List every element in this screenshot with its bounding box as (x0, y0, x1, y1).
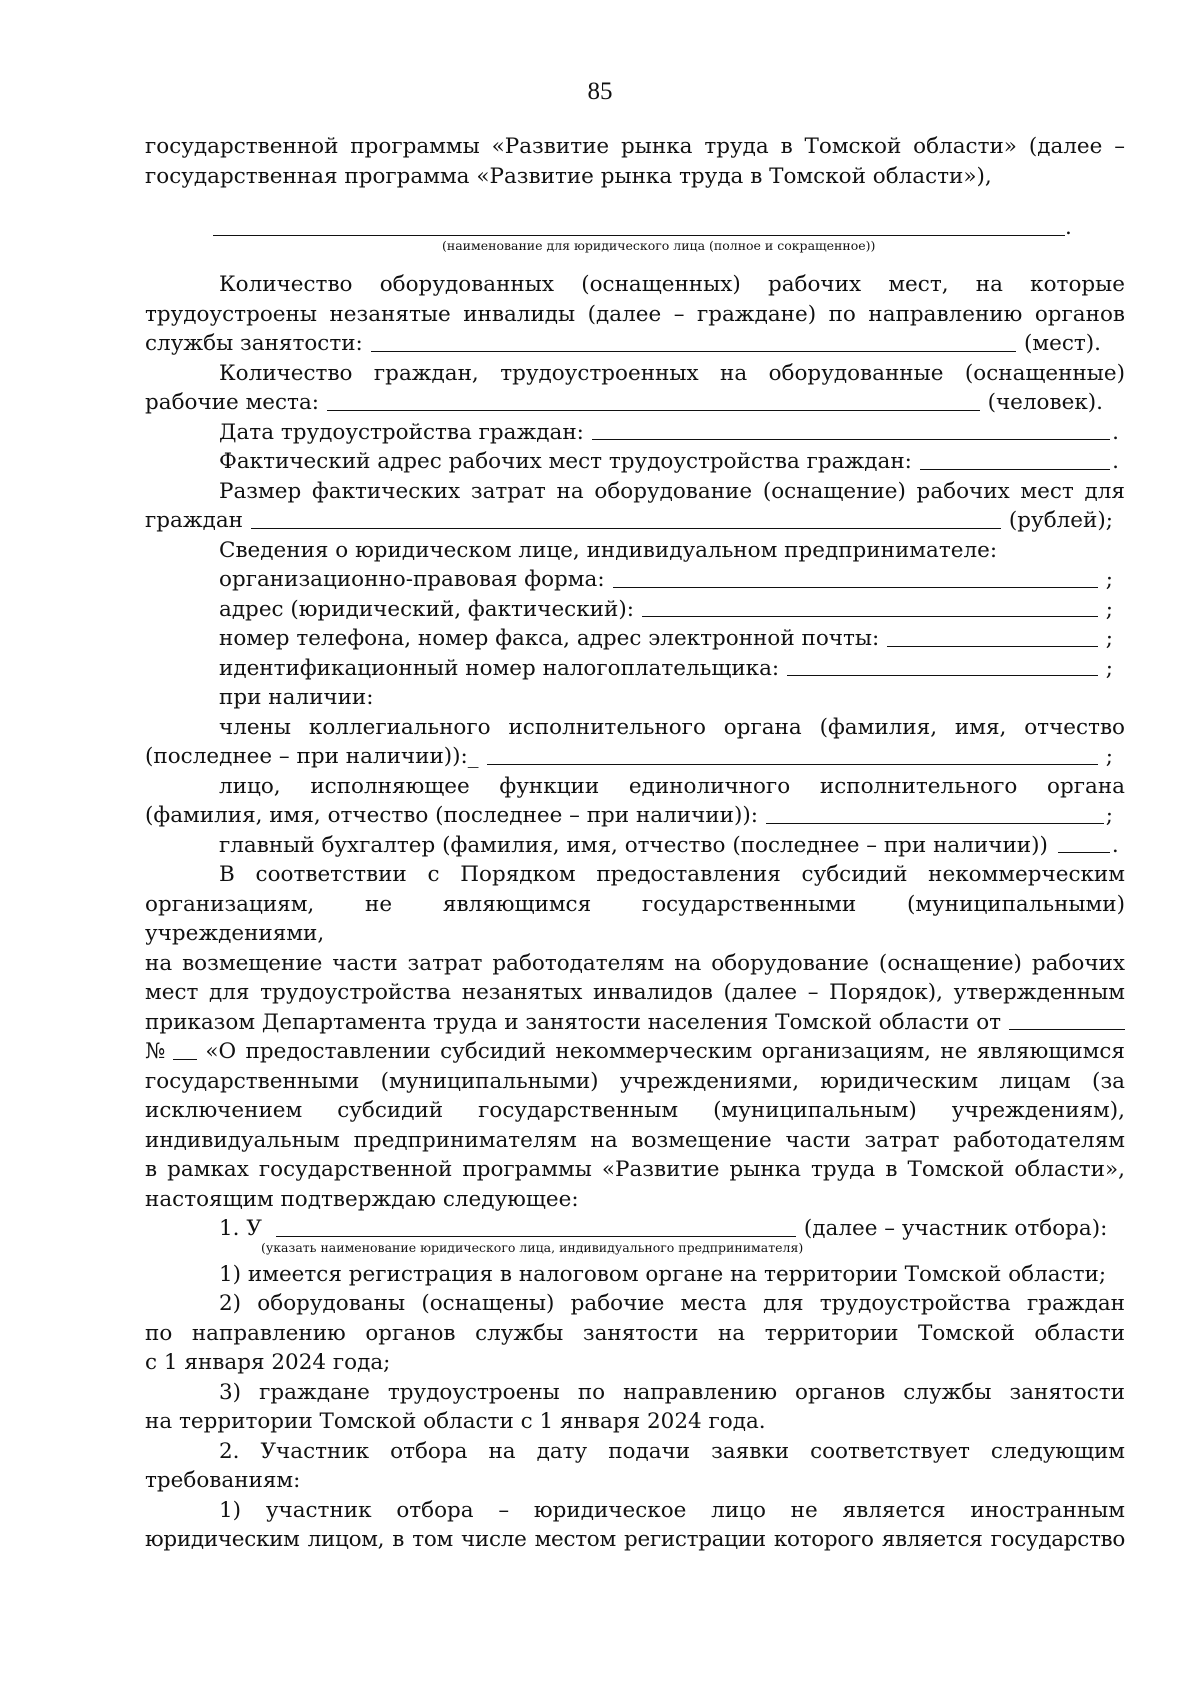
page-number: 85 (587, 78, 613, 105)
costs-label: граждан (145, 508, 244, 533)
citizens-unit: (человек). (987, 390, 1103, 415)
intro-line-1: государственной программы «Развитие рынка труда в Томской области» (далее – (145, 134, 1125, 159)
citizens-count-field[interactable] (327, 409, 980, 411)
order-date-field[interactable] (1009, 1028, 1125, 1030)
workplaces-label: службы занятости: (145, 331, 363, 356)
citizens-line-1: Количество граждан, трудоустроенных на оборудованные (оснащенные) (219, 360, 1125, 386)
employment-date-field[interactable] (592, 438, 1110, 440)
workplaces-line-2: трудоустроены незанятые инвалиды (далее – граждане) по направлению органов (145, 301, 1125, 327)
intro-line-2: государственная программа «Развитие рынка труда в Томской области»), (145, 163, 992, 189)
board-label: (последнее – при наличии)):_ (145, 744, 479, 769)
accountant-field[interactable] (1058, 851, 1110, 853)
participant-name-field[interactable] (276, 1235, 796, 1237)
procedure-line-1: В соответствии с Порядком предоставления субсидий некоммерческим (219, 862, 1125, 887)
item2-line-1: 2. Участник отбора на дату подачи заявки соответствует следующим (219, 1438, 1125, 1464)
costs-line-1: Размер фактических затрат на оборудование (оснащение) рабочих мест для (219, 478, 1125, 504)
procedure-order-title: «О предоставлении субсидий некоммерческим организациям, не являющимся (205, 1039, 1125, 1064)
entity-info-heading: Сведения о юридическом лице, индивидуальном предпринимателе: (219, 537, 998, 563)
name-field-line[interactable] (213, 219, 1065, 236)
procedure-line-5 (145, 1008, 1125, 1038)
item1-sub-2-line-1: 2) оборудованы (оснащены) рабочие места для трудоустройства граждан (219, 1291, 1125, 1316)
workplaces-line-1: Количество оборудованных (оснащенных) рабочих мест, на которые (219, 272, 1125, 297)
item1-sub-2-line-2: по направлению органов службы занятости на территории Томской области (145, 1320, 1125, 1346)
inn-row (145, 654, 1125, 684)
procedure-line-2: организациям, не являющимся государственными (муниципальными) учреждениями, (145, 891, 1125, 946)
board-row (145, 742, 1125, 772)
legal-form-semicolon: ; (1105, 567, 1113, 592)
costs-unit: (рублей); (1008, 508, 1113, 533)
accountant-row (145, 831, 1125, 861)
order-number-field[interactable] (173, 1058, 197, 1060)
legal-form-row (145, 565, 1125, 595)
procedure-line-6 (145, 1037, 1125, 1067)
accountant-label: главный бухгалтер (фамилия, имя, отчество (последнее – при наличии)) (219, 832, 1048, 858)
name-field-row (145, 215, 1125, 240)
procedure-line-4: мест для трудоустройства незанятых инвалидов (далее – Порядок), утвержденным (145, 980, 1125, 1005)
costs-row (145, 506, 1125, 536)
item1-suffix: (далее – участник отбора): (803, 1216, 1108, 1241)
procedure-order-label: приказом Департамента труда и занятости населения Томской области от (145, 1009, 1002, 1035)
contacts-field[interactable] (887, 645, 1098, 647)
item1-sub-3-line-1: 3) граждане трудоустроены по направлению органов службы занятости (219, 1379, 1125, 1405)
costs-amount-field[interactable] (251, 527, 1001, 529)
workplaces-count-field[interactable] (371, 350, 1016, 352)
sole-executive-semicolon: ; (1105, 803, 1113, 828)
procedure-line-10: в рамках государственной программы «Развитие рынка труда в Томской области», (145, 1157, 1125, 1182)
entity-address-label: адрес (юридический, фактический): (219, 596, 634, 622)
item1-sub-3-line-2: на территории Томской области с 1 января 2024 года. (145, 1409, 766, 1434)
entity-address-semicolon: ; (1105, 596, 1113, 622)
legal-form-field[interactable] (613, 586, 1098, 588)
item1-sub-2-line-3: с 1 января 2024 года; (145, 1350, 391, 1375)
sole-executive-row (145, 801, 1125, 831)
sole-executive-line-1: лицо, исполняющее функции единоличного исполнительного органа (219, 773, 1125, 799)
sole-executive-field[interactable] (766, 822, 1104, 824)
procedure-line-9: индивидуальным предпринимателям на возмещение части затрат работодателям (145, 1127, 1125, 1153)
actual-address-end: . (1112, 449, 1119, 474)
actual-address-label: Фактический адрес рабочих мест трудоустройства граждан: (219, 449, 912, 474)
actual-address-row (145, 447, 1125, 477)
board-semicolon: ; (1105, 744, 1113, 769)
contacts-label: номер телефона, номер факса, адрес электронной почты: (219, 626, 880, 651)
item1-prefix: 1. У (219, 1216, 262, 1241)
employment-date-end: . (1112, 419, 1119, 445)
accountant-end: . (1111, 832, 1119, 858)
legal-form-label: организационно-правовая форма: (219, 567, 605, 592)
participant-name-caption: (указать наименование юридического лица, индивидуального предпринимателя) (261, 1239, 804, 1255)
sole-executive-label: (фамилия, имя, отчество (последнее – при наличии)): (145, 803, 758, 828)
workplaces-unit: (мест). (1024, 331, 1101, 356)
item2-sub-1-line-2: юридическим лицом, в том числе местом регистрации которого является государство (145, 1527, 1125, 1552)
procedure-line-8: исключением субсидий государственным (муниципальным) учреждениям), (145, 1098, 1125, 1123)
actual-address-field[interactable] (920, 468, 1110, 470)
entity-address-row (145, 595, 1125, 625)
workplaces-row (145, 329, 1125, 359)
order-number-sign: № (145, 1039, 166, 1064)
citizens-label: рабочие места: (145, 390, 320, 415)
procedure-line-11: настоящим подтверждаю следующее: (145, 1186, 579, 1212)
inn-label: идентификационный номер налогоплательщика: (219, 655, 780, 681)
board-members-field[interactable] (487, 763, 1098, 765)
citizens-row (145, 388, 1125, 418)
item2-line-2: требованиям: (145, 1468, 301, 1493)
inn-semicolon: ; (1105, 655, 1113, 681)
item2-sub-1-line-1: 1) участник отбора – юридическое лицо не является иностранным (219, 1497, 1125, 1523)
procedure-line-3: на возмещение части затрат работодателям на оборудование (оснащение) рабочих (145, 950, 1125, 976)
if-any-label: при наличии: (219, 685, 374, 710)
inn-field[interactable] (787, 674, 1098, 676)
item1-sub-1: 1) имеется регистрация в налоговом органе на территории Томской области; (219, 1261, 1107, 1287)
name-field-end: . (1065, 215, 1072, 240)
procedure-line-7: государственными (муниципальными) учреждениями, юридическим лицам (за (145, 1068, 1125, 1094)
board-line-1: члены коллегиального исполнительного органа (фамилия, имя, отчество (219, 714, 1125, 740)
entity-address-field[interactable] (642, 615, 1098, 617)
contacts-semicolon: ; (1105, 626, 1113, 651)
contacts-row (145, 624, 1125, 654)
document-body (145, 132, 1125, 1555)
employment-date-row (145, 418, 1125, 448)
employment-date-label: Дата трудоустройства граждан: (219, 419, 584, 445)
name-field-caption: (наименование для юридического лица (полное и сокращенное)) (442, 238, 876, 253)
